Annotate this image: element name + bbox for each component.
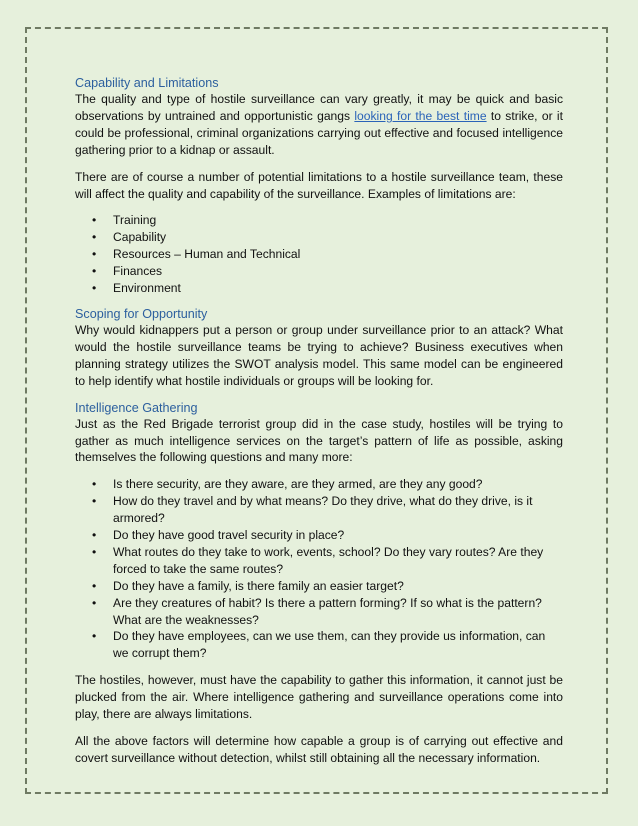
- list-item: • Are they creatures of habit? Is there a pattern forming? If so what is the pattern? What are the weaknesses?: [113, 595, 563, 629]
- limitations-list: [75, 212, 563, 297]
- list-item: • Environment: [113, 280, 563, 297]
- list-item: • Do they have good travel security in place?: [113, 527, 563, 544]
- list-item: • Do they have a family, is there family an easier target?: [113, 578, 563, 595]
- paragraph-limitations: There are of course a number of potential limitations to a hostile surveillance team, these will affect the quality and capability of the surveillance. Examples of limitations are:: [75, 169, 563, 201]
- list-item: • Is there security, are they aware, are they armed, are they any good?: [113, 476, 563, 493]
- link-best-time[interactable]: looking for the best time: [354, 108, 487, 123]
- paragraph-hostiles-capability: The hostiles, however, must have the capability to gather this information, it cannot just be plucked from the air. Where intelligence gathering and surveillance operations come into play, there are always limitations.: [75, 673, 563, 722]
- paragraph-scoping: Why would kidnappers put a person or group under surveillance prior to an attack? What would the hostile surveillance teams be trying to achieve? Business executives when planning strategy utilizes the SWOT analysis model. This same model can be engineered to help identify what hostile individuals or groups will be looking for.: [75, 322, 563, 388]
- heading-intelligence: Intelligence Gathering: [75, 400, 198, 415]
- heading-capability: Capability and Limitations: [75, 76, 219, 90]
- paragraph-text: The quality and type of hostile surveillance can vary greatly, it may be quick and basic observations by untrained and opportunistic gangs: [75, 92, 563, 123]
- document-body: [75, 75, 563, 767]
- heading-scoping: Scoping for Opportunity: [75, 306, 208, 321]
- list-item: • Finances: [113, 263, 563, 280]
- paragraph-capability-intro: [75, 91, 563, 159]
- list-item: • Capability: [113, 229, 563, 246]
- paragraph-text: to strike, or it could be professional, criminal organizations carrying out effective and focused intelligence gathering prior to a kidnap or assault.: [75, 108, 563, 157]
- questions-list: [75, 476, 563, 662]
- list-item: • Resources – Human and Technical: [113, 246, 563, 263]
- list-item: • Training: [113, 212, 563, 229]
- paragraph-conclusion: All the above factors will determine how capable a group is of carrying out effective and covert surveillance without detection, whilst still obtaining all the necessary information.: [75, 734, 563, 765]
- list-item: • What routes do they take to work, events, school? Do they vary routes? Are they forced to take the same routes?: [113, 544, 563, 578]
- list-item: • How do they travel and by what means? Do they drive, what do they drive, is it armored?: [113, 493, 563, 527]
- paragraph-intelligence-intro: Just as the Red Brigade terrorist group did in the case study, hostiles will be trying to gather as much intelligence services on the target’s pattern of life as possible, asking themselves the following questions and many more:: [75, 416, 563, 465]
- list-item: • Do they have employees, can we use them, can they provide us information, can we corrupt them?: [113, 628, 563, 662]
